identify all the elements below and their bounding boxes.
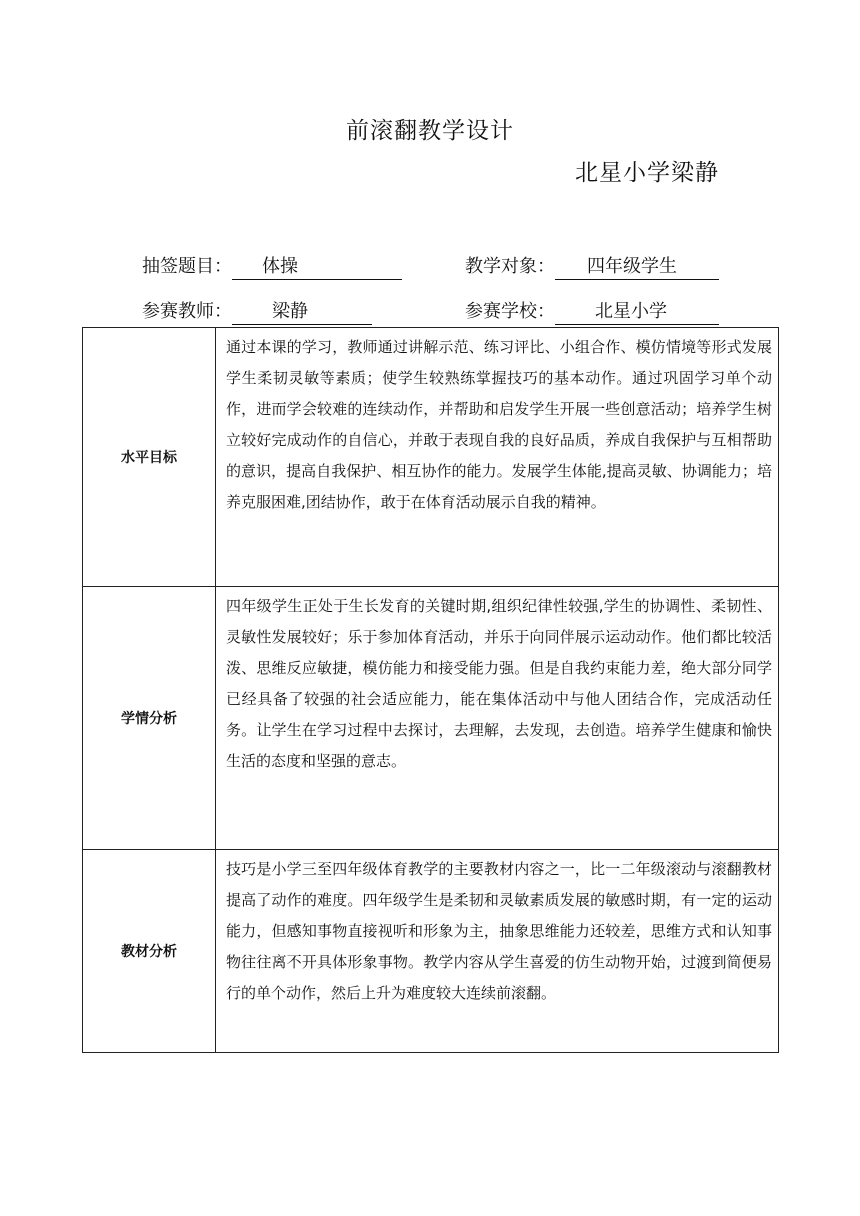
school-label: 参赛学校： — [465, 301, 555, 322]
table-row — [83, 587, 779, 850]
info-school — [465, 297, 719, 325]
table-row — [83, 328, 779, 587]
teacher-value: 梁静 — [232, 297, 372, 325]
table-row — [83, 850, 779, 1053]
document-title: 前滚翻教学设计 — [346, 118, 514, 144]
target-label: 教学对象： — [465, 256, 555, 277]
teacher-label: 参赛教师： — [142, 301, 232, 322]
section-heading: 水平目标 — [83, 328, 216, 587]
lesson-plan-table — [82, 327, 779, 1053]
section-heading: 教材分析 — [83, 850, 216, 1053]
section-text: 通过本课的学习，教师通过讲解示范、练习评比、小组合作、模仿情境等形式发展学生柔韧灵敏等素质；使学生较熟练掌握技巧的基本动作。通过巩固学习单个动作，进而学会较难的连续动作，并帮助和启发学生开展一些创意活动；培养学生树立较好完成动作的自信心，并敢于表现自我的良好品质，养成自我保护与互相帮助的意识，提高自我保护、相互协作的能力。发展学生体能,提高灵敏、协调能力；培养克服困难,团结协作，敢于在体育活动展示自我的精神。 — [216, 328, 779, 587]
school-value: 北星小学 — [555, 297, 719, 325]
topic-value: 体操 — [232, 252, 402, 280]
document-author: 北星小学梁静 — [575, 160, 719, 186]
section-text: 技巧是小学三至四年级体育教学的主要教材内容之一，比一二年级滚动与滚翻教材提高了动作的难度。四年级学生是柔韧和灵敏素质发展的敏感时期，有一定的运动能力，但感知事物直接视听和形象为主，抽象思维能力还较差，思维方式和认知事物往往离不开具体形象事物。教学内容从学生喜爱的仿生动物开始，过渡到简便易行的单个动作，然后上升为难度较大连续前滚翻。 — [216, 850, 779, 1053]
section-text: 四年级学生正处于生长发育的关键时期,组织纪律性较强,学生的协调性、柔韧性、灵敏性发展较好；乐于参加体育活动，并乐于向同伴展示运动动作。他们都比较活泼、思维反应敏捷，模仿能力和接受能力强。但是自我约束能力差，绝大部分同学已经具备了较强的社会适应能力，能在集体活动中与他人团结合作，完成活动任务。让学生在学习过程中去探讨，去理解，去发现，去创造。培养学生健康和愉快生活的态度和坚强的意志。 — [216, 587, 779, 850]
info-target — [465, 252, 719, 280]
section-heading: 学情分析 — [83, 587, 216, 850]
target-value: 四年级学生 — [555, 252, 719, 280]
info-topic — [142, 252, 402, 280]
topic-label: 抽签题目： — [142, 256, 232, 277]
info-teacher — [142, 297, 372, 325]
